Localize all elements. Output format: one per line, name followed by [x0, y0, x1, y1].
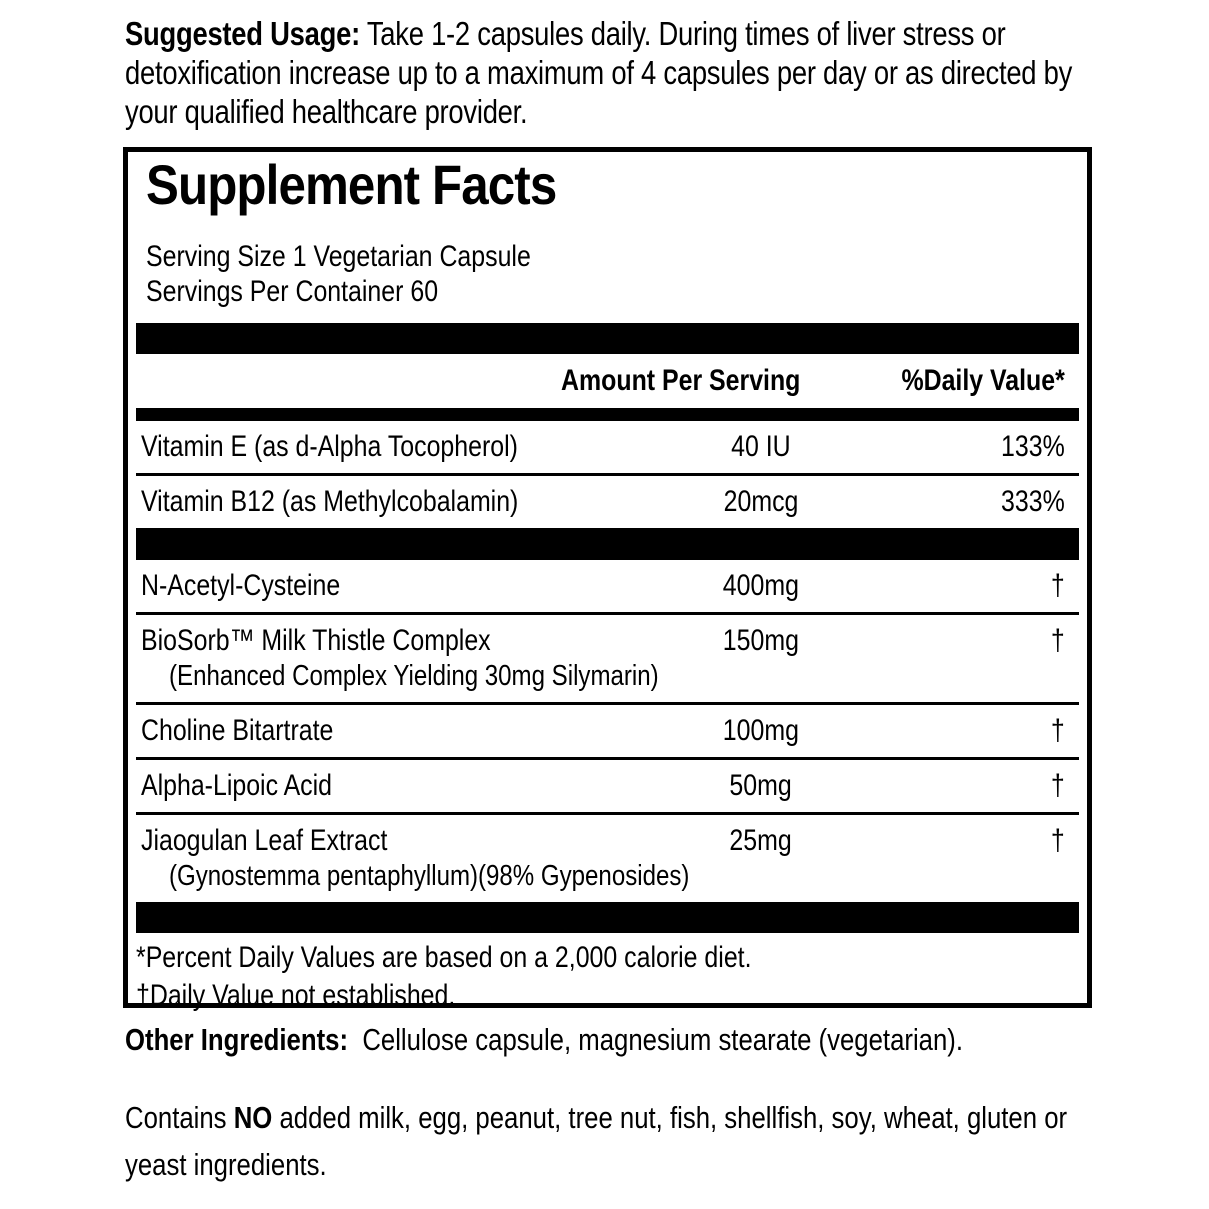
ingredient-amount: 25mg: [729, 824, 793, 857]
ingredient-row-vitamin-b12: [136, 476, 1079, 528]
ingredient-row-ala: [136, 760, 1079, 815]
ingredient-daily-value: 333%: [1001, 485, 1065, 518]
suggested-usage-paragraph: [125, 14, 1075, 131]
ingredient-subtext: (Gynostemma pentaphyllum)(98% Gypenosides): [169, 860, 690, 892]
footnote-percent-daily-values: *Percent Daily Values are based on a 2,000 calorie diet.: [136, 941, 752, 974]
separator-bar-under-header: [136, 408, 1079, 421]
serving-size: Serving Size 1 Vegetarian Capsule: [146, 240, 531, 273]
ingredient-name: BioSorb™ Milk Thistle Complex: [141, 624, 491, 657]
ingredient-row-jiaogulan: [136, 815, 1079, 902]
column-header-daily-value: %Daily Value*: [901, 364, 1065, 397]
ingredient-name: Choline Bitartrate: [141, 714, 334, 747]
ingredient-amount: 100mg: [722, 714, 800, 747]
ingredient-amount: 150mg: [722, 624, 800, 657]
other-ingredients-label: Other Ingredients:: [125, 1022, 349, 1057]
suggested-usage-text: Take 1-2 capsules daily. During times of liver stress or detoxification increase up to a maximum of 4 capsules per day or as directed by your qualified healthcare provider.: [125, 15, 1073, 130]
allergen-emphasis: NO: [233, 1100, 273, 1135]
ingredient-row-vitamin-e: [136, 421, 1079, 476]
separator-bar-mid: [136, 528, 1079, 560]
separator-bar-bottom: [136, 902, 1079, 933]
ingredient-amount: 40 IU: [731, 430, 791, 463]
ingredient-daily-value: 133%: [1001, 430, 1065, 463]
ingredient-name: Vitamin B12 (as Methylcobalamin): [141, 485, 519, 518]
other-ingredients-text: Cellulose capsule, magnesium stearate (vegetarian).: [362, 1022, 964, 1057]
ingredient-amount: 20mcg: [723, 485, 799, 518]
allergen-statement: [125, 1094, 1096, 1188]
ingredient-row-nac: [136, 560, 1079, 615]
ingredient-name: Vitamin E (as d-Alpha Tocopherol): [141, 430, 518, 463]
ingredient-daily-value: †: [1051, 624, 1065, 657]
ingredient-daily-value: †: [1051, 714, 1065, 747]
suggested-usage-label: Suggested Usage:: [125, 15, 360, 52]
supplement-facts-panel: [123, 147, 1092, 1012]
ingredient-daily-value: †: [1051, 769, 1065, 802]
ingredient-daily-value: †: [1051, 569, 1065, 602]
ingredient-name: N-Acetyl-Cysteine: [141, 569, 341, 602]
column-header-row: [136, 354, 1079, 408]
ingredient-amount: 50mg: [729, 769, 793, 802]
servings-per-container: Servings Per Container 60: [146, 275, 439, 308]
allergen-text: added milk, egg, peanut, tree nut, fish, shellfish, soy, wheat, gluten or yeast ingredients.: [125, 1100, 1068, 1182]
allergen-prefix: Contains: [125, 1100, 227, 1135]
other-ingredients-paragraph: [125, 1020, 1092, 1060]
footnotes: [136, 933, 1079, 1015]
footnote-daily-value-not-established: †Daily Value not established.: [136, 979, 456, 1012]
ingredient-row-choline: [136, 705, 1079, 760]
ingredient-name: Jiaogulan Leaf Extract: [141, 824, 388, 857]
ingredient-row-milk-thistle: [136, 615, 1079, 705]
ingredient-subtext: (Enhanced Complex Yielding 30mg Silymarin): [169, 660, 659, 692]
ingredient-daily-value: †: [1051, 824, 1065, 857]
separator-bar-top: [136, 323, 1079, 354]
ingredient-amount: 400mg: [722, 569, 800, 602]
panel-title: Supplement Facts: [146, 153, 557, 216]
column-header-amount: Amount Per Serving: [560, 364, 800, 397]
ingredient-name: Alpha-Lipoic Acid: [141, 769, 333, 802]
